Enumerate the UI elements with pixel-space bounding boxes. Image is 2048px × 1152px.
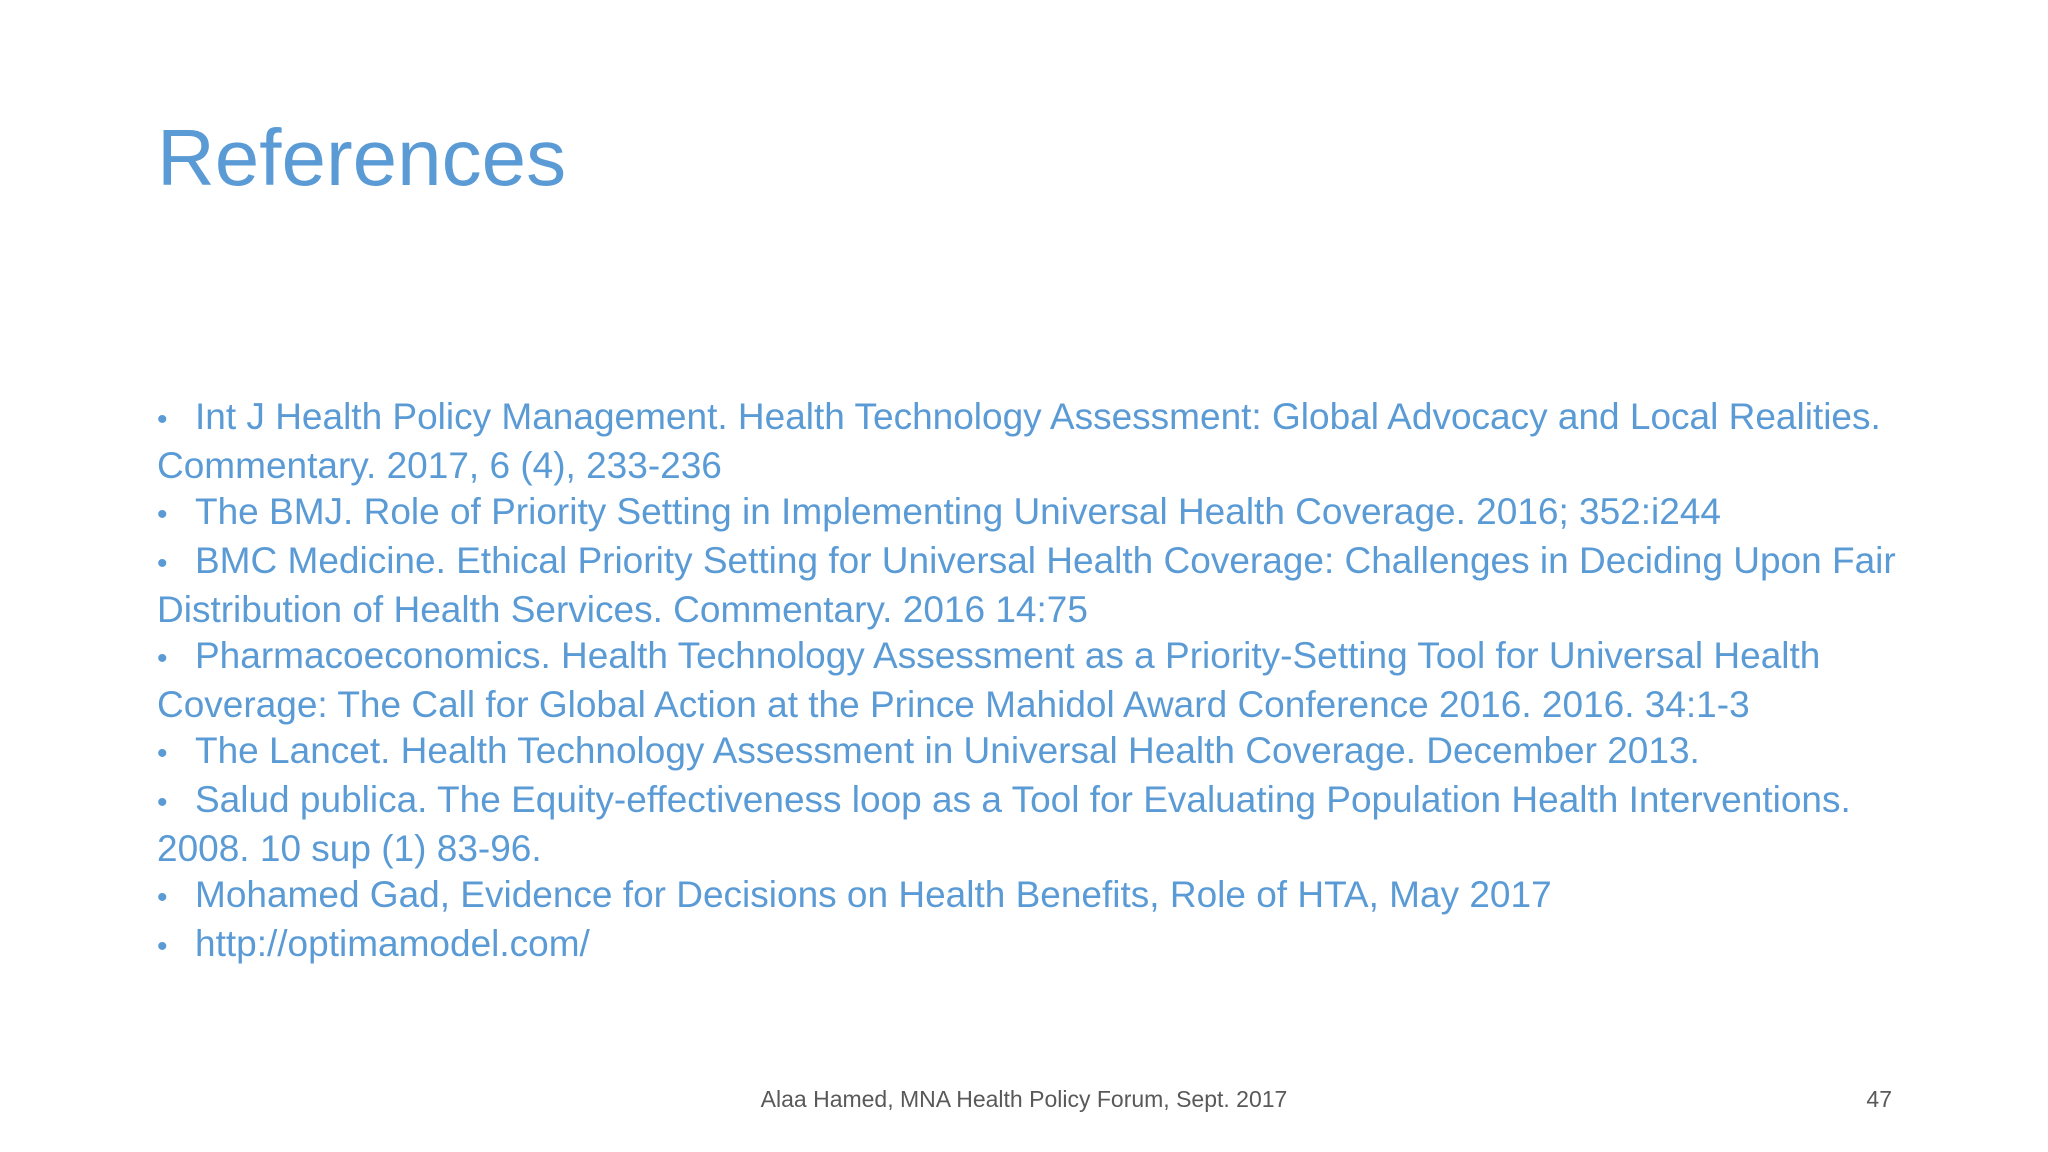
reference-list (157, 394, 1917, 970)
reference-text: Int J Health Policy Management. Health Technology Assessment: Global Advocacy and Local Realities. Commentary. 2017, 6 (4), 233-236 (157, 396, 1881, 486)
reference-text: The Lancet. Health Technology Assessment in Universal Health Coverage. December 2013. (195, 730, 1700, 771)
reference-item (157, 489, 1917, 538)
bullet-icon: • (157, 786, 168, 819)
bullet-icon: • (157, 498, 168, 531)
reference-item (157, 538, 1917, 633)
reference-item (157, 728, 1917, 777)
reference-item (157, 777, 1917, 872)
reference-text: Mohamed Gad, Evidence for Decisions on Health Benefits, Role of HTA, May 2017 (195, 874, 1552, 915)
bullet-icon: • (157, 547, 168, 580)
bullet-icon: • (157, 403, 168, 436)
reference-item (157, 872, 1917, 921)
bullet-icon: • (157, 881, 168, 914)
slide-title: References (157, 113, 567, 202)
page-number: 47 (1866, 1086, 1892, 1112)
reference-text: Salud publica. The Equity-effectiveness loop as a Tool for Evaluating Population Health Interventions. 2008. 10 sup (1) 83-96. (157, 779, 1851, 869)
bullet-icon: • (157, 642, 168, 675)
reference-item (157, 394, 1917, 489)
reference-text: Pharmacoeconomics. Health Technology Assessment as a Priority-Setting Tool for Universal Health Coverage: The Call for Global Action at the Prince Mahidol Award Conference 2016. 2016. 34:1-3 (157, 635, 1821, 725)
reference-text: BMC Medicine. Ethical Priority Setting for Universal Health Coverage: Challenges in Deciding Upon Fair Distribution of Health Services. Commentary. 2016 14:75 (157, 540, 1896, 630)
bullet-icon: • (157, 737, 168, 770)
reference-item (157, 633, 1917, 728)
slide-footer: Alaa Hamed, MNA Health Policy Forum, Sept. 2017 (760, 1086, 1288, 1112)
reference-text: The BMJ. Role of Priority Setting in Implementing Universal Health Coverage. 2016; 352:i244 (195, 491, 1721, 532)
reference-item (157, 921, 1917, 970)
reference-link[interactable]: http://optimamodel.com/ (195, 923, 590, 964)
bullet-icon: • (157, 930, 168, 963)
